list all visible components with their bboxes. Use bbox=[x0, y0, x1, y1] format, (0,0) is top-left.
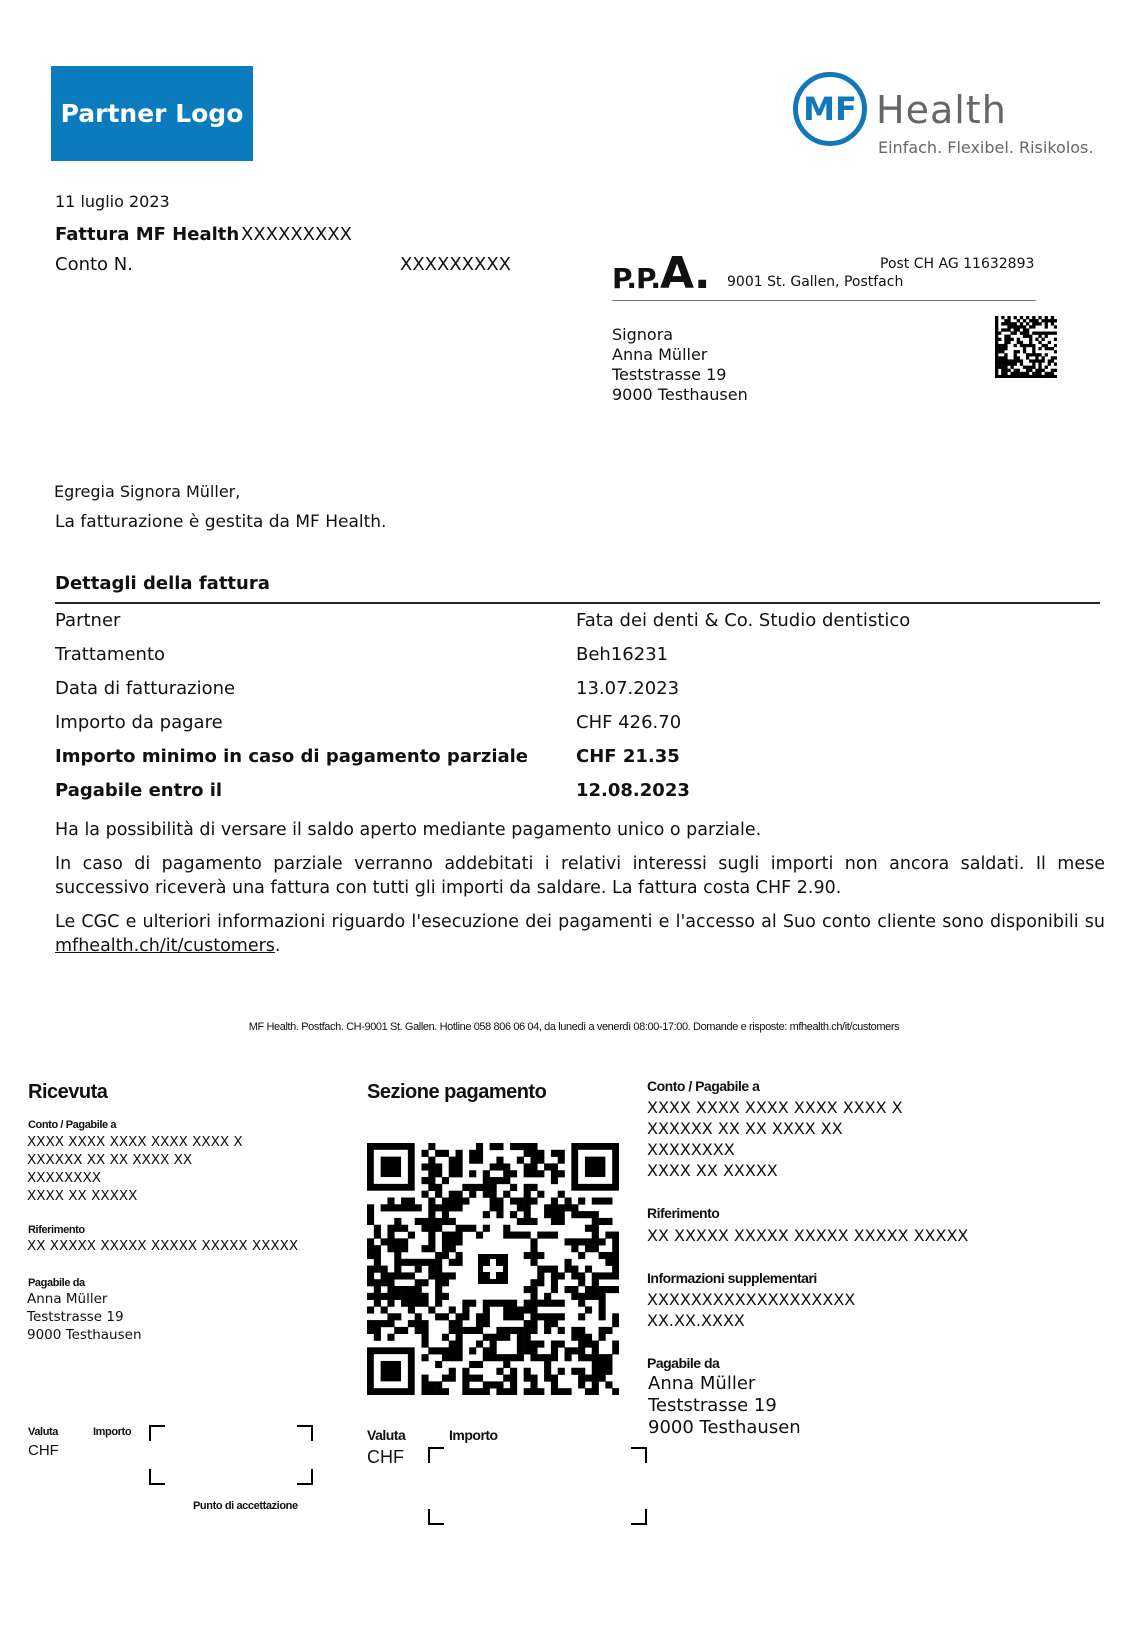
ppa-pp: P.P. bbox=[612, 262, 661, 295]
receipt-account-line: XXXX XX XXXXX bbox=[27, 1188, 138, 1204]
receipt-acceptance-point: Punto di accettazione bbox=[193, 1500, 298, 1512]
details-row-label: Partner bbox=[55, 610, 121, 631]
receipt-currency: CHF bbox=[28, 1442, 59, 1459]
payment-info bbox=[647, 1289, 855, 1331]
info-paragraph-3-text: Le CGC e ulteriori informazioni riguardo l'esecuzione dei pagamenti e l'accesso al Suo conto cliente sono disponibili su bbox=[55, 912, 1105, 932]
recipient-salutation: Signora bbox=[612, 325, 674, 344]
payment-currency: CHF bbox=[367, 1447, 404, 1467]
details-row-label: Trattamento bbox=[55, 644, 166, 665]
payment-account-line: XXXXXXXX bbox=[647, 1140, 735, 1159]
details-row-value: 12.08.2023 bbox=[576, 780, 690, 801]
info-paragraph-3 bbox=[55, 910, 1105, 958]
payment-payer-label: Pagabile da bbox=[647, 1355, 720, 1371]
payment-amount-box[interactable] bbox=[428, 1447, 647, 1525]
receipt-payer-line: Anna Müller bbox=[27, 1291, 108, 1307]
receipt-account-line: XXXX XXXX XXXX XXXX XXXX X bbox=[27, 1134, 243, 1150]
details-row-value: CHF 426.70 bbox=[576, 712, 682, 733]
payment-payer bbox=[648, 1373, 801, 1439]
mf-health-logo-mark: MF bbox=[793, 72, 867, 146]
letter-greeting: Egregia Signora Müller, bbox=[54, 482, 241, 501]
payment-info-line: XXXXXXXXXXXXXXXXXXX bbox=[647, 1290, 856, 1309]
info-paragraph-3-end: . bbox=[274, 936, 281, 956]
details-row-label: Data di fatturazione bbox=[55, 678, 236, 699]
receipt-ref-label: Riferimento bbox=[28, 1224, 85, 1236]
details-row-label: Pagabile entro il bbox=[55, 780, 223, 801]
payment-account bbox=[647, 1097, 903, 1181]
customers-link[interactable]: mfhealth.ch/it/customers bbox=[55, 936, 275, 956]
recipient-name: Anna Müller bbox=[612, 345, 708, 364]
postage-place: 9001 St. Gallen, Postfach bbox=[727, 274, 904, 290]
invoice-label: Fattura MF Health bbox=[55, 224, 240, 245]
payment-amount-label: Importo bbox=[449, 1427, 498, 1443]
details-row-value: 13.07.2023 bbox=[576, 678, 680, 699]
info-paragraph-1: Ha la possibilità di versare il saldo aperto mediante pagamento unico o parziale. bbox=[55, 820, 762, 840]
receipt-payer bbox=[27, 1290, 142, 1344]
payment-title: Sezione pagamento bbox=[367, 1081, 547, 1103]
receipt-payer-label: Pagabile da bbox=[28, 1277, 85, 1289]
payment-payer-line: Anna Müller bbox=[648, 1373, 756, 1394]
recipient-address bbox=[612, 325, 748, 405]
receipt-amount-box[interactable] bbox=[149, 1425, 313, 1485]
receipt-amount-label: Importo bbox=[93, 1426, 132, 1438]
post-ch-number: Post CH AG 11632893 bbox=[880, 256, 1035, 272]
datamatrix-code bbox=[995, 316, 1057, 378]
details-title: Dettagli della fattura bbox=[55, 573, 270, 594]
payment-account-line: XXXX XX XXXXX bbox=[647, 1161, 778, 1180]
details-row-value: Fata dei denti & Co. Studio dentistico bbox=[576, 610, 911, 631]
receipt-currency-label: Valuta bbox=[28, 1426, 59, 1438]
receipt-account-line: XXXXXXXX bbox=[27, 1170, 101, 1186]
info-paragraph-2: In caso di pagamento parziale verranno addebitati i relativi interessi sugli importi non ancora saldati. Il mese successivo riceverà una fattura con tutti gli importi da saldare. La fattura costa CHF 2.90. bbox=[55, 854, 1105, 898]
account-label: Conto N. bbox=[55, 254, 133, 275]
payment-account-line: XXXX XXXX XXXX XXXX XXXX X bbox=[647, 1098, 903, 1117]
details-rule bbox=[55, 602, 1100, 604]
details-row-label: Importo minimo in caso di pagamento parziale bbox=[55, 746, 529, 767]
payment-info-label: Informazioni supplementari bbox=[647, 1270, 817, 1286]
payment-account-label: Conto / Pagabile a bbox=[647, 1078, 760, 1094]
receipt-payer-line: Teststrasse 19 bbox=[27, 1309, 124, 1325]
postage-divider bbox=[612, 300, 1036, 301]
footer-contact-line: MF Health. Postfach. CH-9001 St. Gallen. Hotline 058 806 06 04, da lunedì a venerdì 08:00-17:00. Domande e risposte: mfhealth.ch/it/customers bbox=[248, 1021, 900, 1033]
receipt-account-label: Conto / Pagabile a bbox=[28, 1119, 117, 1131]
details-row-label: Importo da pagare bbox=[55, 712, 223, 733]
receipt-ref: XX XXXXX XXXXX XXXXX XXXXX XXXXX bbox=[27, 1238, 299, 1254]
payment-ref: XX XXXXX XXXXX XXXXX XXXXX XXXXX bbox=[647, 1226, 969, 1245]
payment-payer-line: 9000 Testhausen bbox=[648, 1417, 801, 1438]
payment-ref-label: Riferimento bbox=[647, 1205, 720, 1221]
mf-health-tagline: Einfach. Flexibel. Risikolos. bbox=[878, 138, 1094, 157]
payment-info-line: XX.XX.XXXX bbox=[647, 1311, 745, 1330]
details-row-value: CHF 21.35 bbox=[576, 746, 680, 767]
account-number: XXXXXXXXX bbox=[400, 254, 511, 275]
payment-account-line: XXXXXX XX XX XXXX XX bbox=[647, 1119, 843, 1138]
invoice-number: XXXXXXXXX bbox=[241, 224, 352, 245]
ppa-mark bbox=[612, 248, 710, 299]
letter-date: 11 luglio 2023 bbox=[55, 192, 170, 211]
letter-intro: La fatturazione è gestita da MF Health. bbox=[55, 512, 387, 532]
swiss-qr-code bbox=[367, 1143, 619, 1395]
details-row-value: Beh16231 bbox=[576, 644, 669, 665]
ppa-a: A. bbox=[660, 248, 710, 299]
mf-health-logo-word: Health bbox=[876, 88, 1007, 132]
partner-logo: Partner Logo bbox=[51, 66, 253, 161]
recipient-street: Teststrasse 19 bbox=[612, 365, 727, 384]
receipt-payer-line: 9000 Testhausen bbox=[27, 1327, 142, 1343]
receipt-account bbox=[27, 1133, 243, 1205]
recipient-city: 9000 Testhausen bbox=[612, 385, 748, 404]
receipt-account-line: XXXXXX XX XX XXXX XX bbox=[27, 1152, 193, 1168]
receipt-title: Ricevuta bbox=[28, 1081, 108, 1103]
payment-payer-line: Teststrasse 19 bbox=[648, 1395, 777, 1416]
payment-currency-label: Valuta bbox=[367, 1427, 406, 1443]
